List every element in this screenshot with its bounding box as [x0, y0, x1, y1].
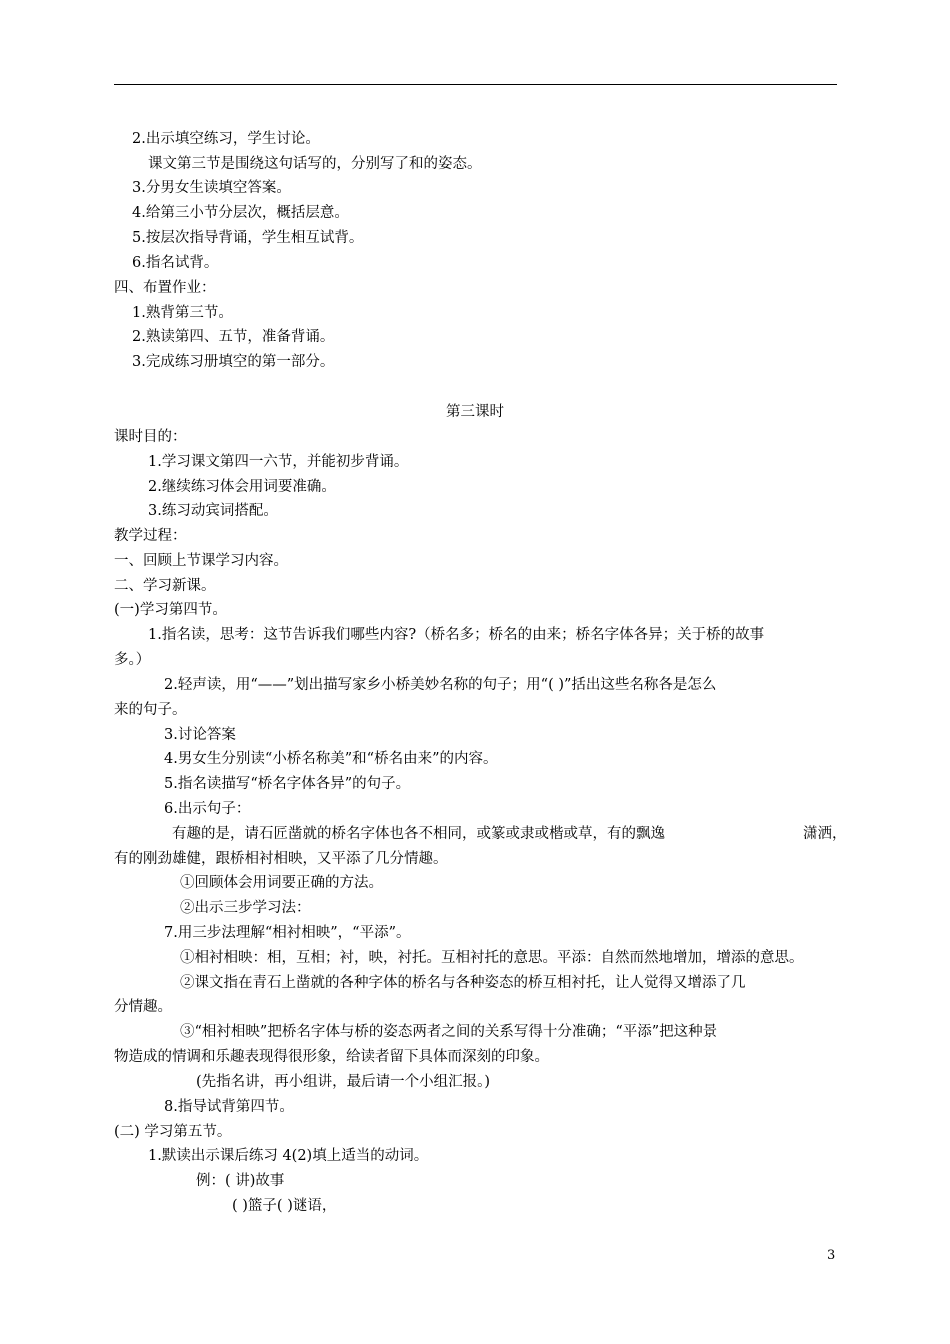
- text-line: 例：( 讲)故事: [196, 1173, 285, 1189]
- quote-line: 有趣的是，请石匠凿就的桥名字体也各不相同，或篆或隶或楷或草，有的飘逸: [172, 826, 665, 842]
- text-line: 1.指名读，思考：这节告诉我们哪些内容?（桥名多；桥名的由来；桥名字体各异；关于桥的故事: [148, 627, 765, 643]
- text-line: 2.轻声读，用“——”划出描写家乡小桥美妙名称的句子；用“( )”括出这些名称各是怎么: [164, 677, 717, 693]
- text-line: (二) 学习第五节。: [114, 1124, 232, 1140]
- text-line: 2.出示填空练习，学生讨论。: [132, 131, 320, 147]
- text-line: 1.默读出示课后练习 4(2)填上适当的动词。: [148, 1148, 429, 1164]
- text-line: ②出示三步学习法：: [180, 900, 311, 916]
- text-line: 5.指名读描写“桥名字体各异”的句子。: [164, 776, 411, 792]
- text-line: (一)学习第四节。: [114, 602, 227, 618]
- text-line: 4.男女生分别读“小桥名称美”和“桥名由来”的内容。: [164, 751, 498, 767]
- text-line: 7.用三步法理解“相衬相映”，“平添”。: [164, 925, 411, 941]
- text-line: 4.给第三小节分层次，概括层意。: [132, 205, 349, 221]
- text-line: 5.按层次指导背诵，学生相互试背。: [132, 230, 364, 246]
- text-line: 6.指名试背。: [132, 255, 219, 271]
- text-line: ①回顾体会用词要正确的方法。: [180, 875, 383, 891]
- section-heading: 课时目的：: [114, 429, 187, 445]
- text-line: 3.分男女生读填空答案。: [132, 180, 291, 196]
- text-line: 来的句子。: [114, 702, 187, 718]
- text-line: 多。）: [114, 652, 151, 668]
- text-line: 一、回顾上节课学习内容。: [114, 553, 288, 569]
- text-line: 1.熟背第三节。: [132, 305, 233, 321]
- header-rule: [114, 84, 837, 85]
- text-line: 分情趣。: [114, 999, 172, 1015]
- text-line: 8.指导试背第四节。: [164, 1099, 294, 1115]
- text-line: 3.练习动宾词搭配。: [148, 503, 278, 519]
- text-line: ③“相衬相映”把桥名字体与桥的姿态两者之间的关系写得十分准确；“平添”把这种景: [180, 1024, 718, 1040]
- lesson-title: 第三课时: [446, 404, 504, 420]
- section-heading: 四、布置作业：: [114, 280, 216, 296]
- quote-line: 潇洒，: [803, 826, 847, 842]
- text-line: 2.继续练习体会用词要准确。: [148, 479, 336, 495]
- quote-line: 有的刚劲雄健，跟桥相衬相映，又平添了几分情趣。: [114, 851, 448, 867]
- section-heading: 教学过程：: [114, 528, 187, 544]
- text-line: 物造成的情调和乐趣表现得很形象，给读者留下具体而深刻的印象。: [114, 1049, 549, 1065]
- text-line: 6.出示句子：: [164, 801, 251, 817]
- text-line: 3.完成练习册填空的第一部分。: [132, 354, 335, 370]
- page-number: 3: [827, 1248, 836, 1263]
- text-line: 二、学习新课。: [114, 578, 216, 594]
- text-line: ①相衬相映：相，互相；衬，映，衬托。互相衬托的意思。平添：自然而然地增加，增添的意思。: [180, 950, 804, 966]
- text-line: 3.讨论答案: [164, 727, 236, 743]
- text-line: 课文第三节是围绕这句话写的，分别写了和的姿态。: [148, 156, 482, 172]
- text-line: ②课文指在青石上凿就的各种字体的桥名与各种姿态的桥互相衬托，让人觉得又增添了几: [180, 975, 746, 991]
- text-line: (先指名讲，再小组讲，最后请一个小组汇报。): [196, 1074, 491, 1090]
- text-line: ( )篮子( )谜语，: [232, 1198, 337, 1214]
- text-line: 2.熟读第四、五节，准备背诵。: [132, 329, 335, 345]
- text-line: 1.学习课文第四一六节，并能初步背诵。: [148, 454, 409, 470]
